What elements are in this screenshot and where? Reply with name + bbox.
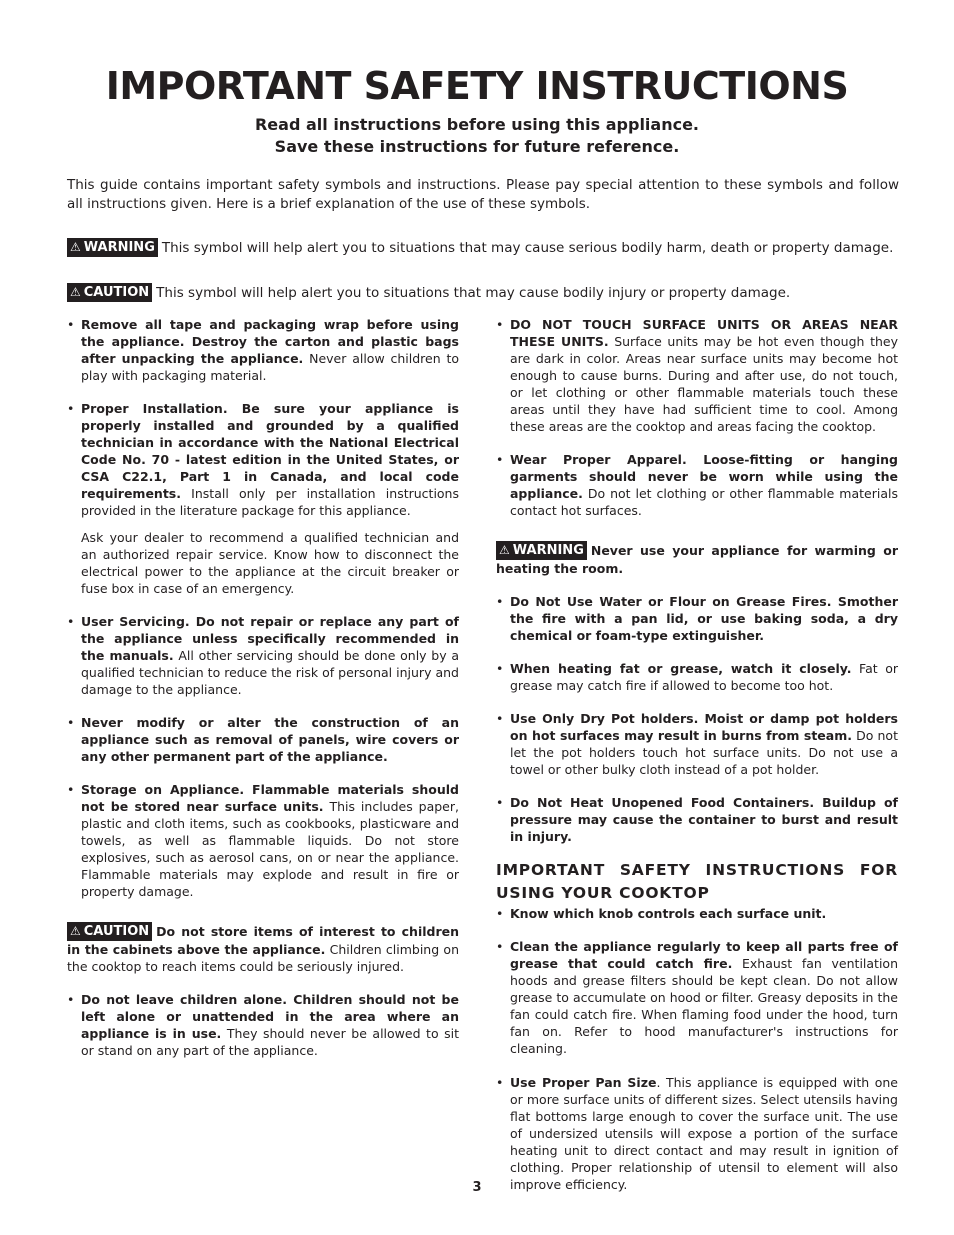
warning-badge [67, 238, 158, 257]
item-bold-text: Wear Proper Apparel. Loose-fitting or hanging garments should never be worn while using the appliance. [510, 452, 898, 501]
item-text: Ask your dealer to recommend a qualified technician and an authorized repair service. Know how to disconnect the electrical power to the appliance at the circuit breaker or fuse box in case of an emergency. [81, 530, 459, 596]
list-item [67, 714, 459, 765]
item-text: Exhaust fan ventilation hoods and grease filters should be kept clean. Do not allow grease to accumulate on hood or filter. Greasy deposits in the fan could catch fire. When flaming food under the hood, turn fan on. Refer to hood manufacturer's instructions for cleaning. [510, 956, 898, 1056]
warning-note [496, 541, 898, 577]
warning-triangle-icon: ⚠ [70, 285, 81, 299]
item-bold-text: Clean the appliance regularly to keep all parts free of grease that could catch fire. [510, 939, 898, 971]
bullet: • [67, 614, 75, 629]
bullet: • [496, 1075, 504, 1090]
warning-explanation-text: This symbol will help alert you to situations that may cause serious bodily harm, death or property damage. [161, 240, 894, 256]
list-item [496, 1074, 898, 1193]
list-item [496, 938, 898, 1057]
item-bold-text: When heating fat or grease, watch it closely. [510, 661, 852, 676]
caution-note [67, 922, 459, 975]
caution-explanation-text: This symbol will help alert you to situations that may cause bodily injury or property damage. [156, 285, 791, 301]
caution-badge-label: CAUTION [83, 285, 150, 300]
list-item [67, 781, 459, 900]
left-column [67, 316, 459, 1075]
item-text: Install only per installation instructions provided in the literature package for this appliance. [81, 486, 459, 518]
warning-badge-label: WARNING [512, 543, 584, 558]
warning-triangle-icon: ⚠ [499, 543, 510, 557]
bullet: • [67, 401, 75, 416]
caution-badge [67, 283, 152, 302]
item-bold-text: Proper Installation. Be sure your appliance is properly installed and grounded by a qualified technician in accordance with the National Electrical Code No. 70 - latest edition in the United States, or CSA C22.1, Part 1 in Canada, and local code requirements. [81, 401, 459, 501]
subtitle [0, 114, 954, 158]
warning-triangle-icon: ⚠ [70, 240, 81, 254]
bullet: • [496, 661, 504, 676]
bullet: • [67, 992, 75, 1007]
list-item [496, 316, 898, 435]
caution-badge [67, 922, 152, 941]
item-bold-text: Use Proper Pan Size [510, 1075, 657, 1090]
bullet: • [496, 594, 504, 609]
item-bold-text: Do Not Use Water or Flour on Grease Fires. Smother the fire with a pan lid, or use baking soda, a dry chemical or foam-type extinguisher. [510, 594, 898, 643]
bullet: • [496, 795, 504, 810]
item-bold-text: Use Only Dry Pot holders. Moist or damp pot holders on hot surfaces may result in burns from steam. [510, 711, 898, 743]
item-text: Do not let the pot holders touch hot surface units. Do not use a towel or other bulky cloth instead of a pot holder. [510, 728, 898, 777]
warning-badge-label: WARNING [83, 240, 155, 255]
list-item-paragraph [67, 529, 459, 597]
item-text: All other servicing should be done only by a qualified technician to reduce the risk of personal injury and damage to the appliance. [81, 648, 459, 697]
item-text: Fat or grease may catch fire if allowed to become too hot. [510, 661, 898, 693]
list-item [67, 991, 459, 1059]
item-bold-text: Do Not Heat Unopened Food Containers. Buildup of pressure may cause the container to burst and result in injury. [510, 795, 898, 844]
bullet: • [67, 317, 75, 332]
bullet: • [67, 782, 75, 797]
bullet: • [496, 317, 504, 332]
item-bold-text: Storage on Appliance. Flammable materials should not be stored near surface units. [81, 782, 459, 814]
warning-badge [496, 541, 587, 560]
caution-badge-label: CAUTION [83, 924, 150, 939]
item-bold-text: Never modify or alter the construction of an appliance such as removal of panels, wire covers or any other permanent part of the appliance. [81, 715, 459, 764]
bullet: • [496, 452, 504, 467]
intro-paragraph: This guide contains important safety symbols and instructions. Please pay special attention to these symbols and follow all instructions given. Here is a brief explanation of the use of these symbols. [67, 177, 899, 212]
item-text: They should never be allowed to sit or stand on any part of the appliance. [81, 1026, 459, 1058]
item-text: Do not let clothing or other flammable materials contact hot surfaces. [510, 486, 898, 518]
list-item [496, 451, 898, 519]
list-item [496, 905, 898, 922]
page-number: 3 [472, 1180, 482, 1195]
bullet: • [496, 939, 504, 954]
item-bold-text: Do not leave children alone. Children should not be left alone or unattended in the area where an appliance is in use. [81, 992, 459, 1041]
list-item [67, 613, 459, 698]
item-text: Never allow children to play with packaging material. [81, 351, 459, 383]
list-item [496, 794, 898, 845]
bullet: • [496, 906, 504, 921]
warning-symbol-explanation [67, 238, 907, 258]
item-text: . This appliance is equipped with one or more surface units of different sizes. Select utensils having flat bottoms large enough to cover the surface unit. The use of undersized utensils will expose a portion of the surface heating unit to direct contact and may result in ignition of clothing. Proper relationship of utensil to element will also improve efficiency. [510, 1075, 898, 1192]
bullet: • [496, 711, 504, 726]
caution-symbol-explanation [67, 283, 907, 303]
list-item [67, 400, 459, 519]
caution-text: Children climbing on the cooktop to reach items could be seriously injured. [67, 942, 459, 974]
caution-bold-text: Do not store items of interest to children in the cabinets above the appliance. [67, 924, 459, 957]
list-item [496, 710, 898, 778]
warning-bold-text: Never use your appliance for warming or heating the room. [496, 543, 898, 576]
item-bold-text: Know which knob controls each surface unit. [510, 906, 827, 921]
list-item [496, 593, 898, 644]
subtitle-line-1: Read all instructions before using this appliance. [254, 115, 700, 134]
page-title: IMPORTANT SAFETY INSTRUCTIONS [105, 64, 849, 108]
subtitle-line-2: Save these instructions for future reference. [274, 137, 680, 156]
section-heading: IMPORTANT SAFETY INSTRUCTIONS FOR USING YOUR COOKTOP [496, 861, 898, 902]
item-text: This includes paper, plastic and cloth items, such as cookbooks, plasticware and towels, as well as flammable liquids. Do not store explosives, such as aerosol cans, on or near the appliance. Flammable materials may explode and result in fire or property damage. [81, 799, 459, 899]
bullet: • [67, 715, 75, 730]
warning-triangle-icon: ⚠ [70, 924, 81, 938]
list-item [496, 660, 898, 694]
item-bold-text: DO NOT TOUCH SURFACE UNITS OR AREAS NEAR THESE UNITS. [510, 317, 898, 349]
list-item [67, 316, 459, 384]
item-bold-text: Remove all tape and packaging wrap before using the appliance. Destroy the carton and plastic bags after unpacking the appliance. [81, 317, 459, 366]
item-bold-text: User Servicing. Do not repair or replace any part of the appliance unless specifically recommended in the manuals. [81, 614, 459, 663]
right-column [496, 316, 898, 1209]
item-text: Surface units may be hot even though they are dark in color. Areas near surface units may become hot enough to cause burns. During and after use, do not touch, or let clothing or other flammable materials touch these areas until they have had sufficient time to cool. Among these areas are the cooktop and areas facing the cooktop. [510, 334, 898, 434]
